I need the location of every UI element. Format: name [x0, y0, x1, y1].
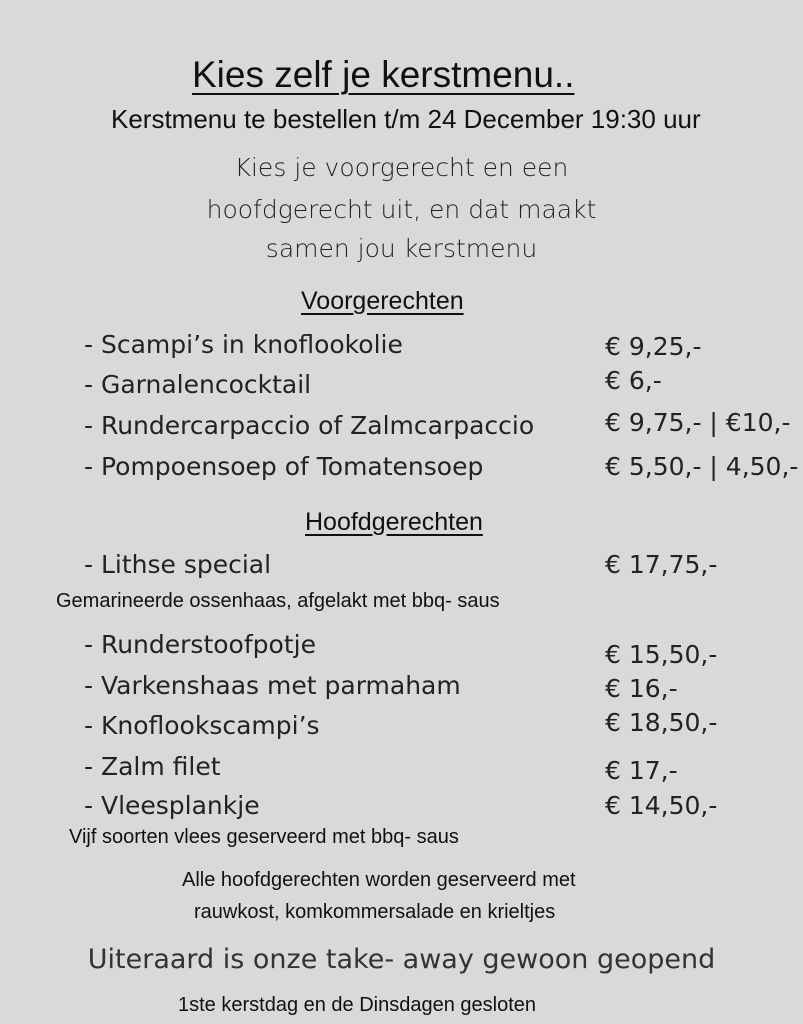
main-item-name: - Knoflookscampi’s: [84, 711, 320, 740]
starter-item-name: - Rundercarpaccio of Zalmcarpaccio: [84, 411, 535, 440]
intro-line-2: hoofdgerecht uit, en dat maakt: [206, 195, 597, 224]
served-with-line-2: rauwkost, komkommersalade en krieltjes: [194, 901, 556, 923]
intro-line-3: samen jou kerstmenu: [265, 234, 538, 263]
starter-item-name: - Scampi’s in knoflookolie: [84, 330, 403, 359]
main-item-note: Gemarineerde ossenhaas, afgelakt met bbq- saus: [56, 590, 500, 612]
main-item-price: € 16,-: [605, 674, 678, 703]
main-item-price: € 17,75,-: [605, 550, 718, 579]
main-item-note: Vijf soorten vlees geserveerd met bbq- saus: [69, 826, 459, 848]
page-title: Kies zelf je kerstmenu..: [192, 54, 575, 95]
starter-item-price: € 9,75,- | €10,-: [605, 408, 791, 437]
starter-item-price: € 5,50,- | 4,50,-: [605, 452, 799, 481]
closing-notice: 1ste kerstdag en de Dinsdagen gesloten: [178, 994, 537, 1016]
main-item-name: - Vleesplankje: [84, 791, 260, 820]
main-item-name: - Zalm filet: [84, 752, 221, 781]
mains-heading: Hoofdgerechten: [305, 508, 483, 536]
intro-line-1: Kies je voorgerecht en een: [234, 153, 569, 182]
main-item-price: € 18,50,-: [605, 708, 718, 737]
main-item-price: € 15,50,-: [605, 640, 718, 669]
starter-item-name: - Garnalencocktail: [84, 370, 312, 399]
starters-heading: Voorgerechten: [301, 287, 464, 315]
main-item-price: € 17,-: [605, 756, 678, 785]
starter-item-price: € 9,25,-: [605, 332, 702, 361]
main-item-name: - Lithse special: [84, 550, 272, 579]
main-item-name: - Runderstoofpotje: [84, 630, 316, 659]
starter-item-price: € 6,-: [605, 366, 662, 395]
main-item-price: € 14,50,-: [605, 791, 718, 820]
served-with-line-1: Alle hoofdgerechten worden geserveerd met: [182, 869, 576, 891]
starter-item-name: - Pompoensoep of Tomatensoep: [84, 452, 484, 481]
takeaway-notice: Uiteraard is onze take- away gewoon geopend: [87, 944, 716, 975]
main-item-name: - Varkenshaas met parmaham: [84, 671, 461, 700]
order-deadline: Kerstmenu te bestellen t/m 24 December 19:30 uur: [111, 104, 701, 134]
